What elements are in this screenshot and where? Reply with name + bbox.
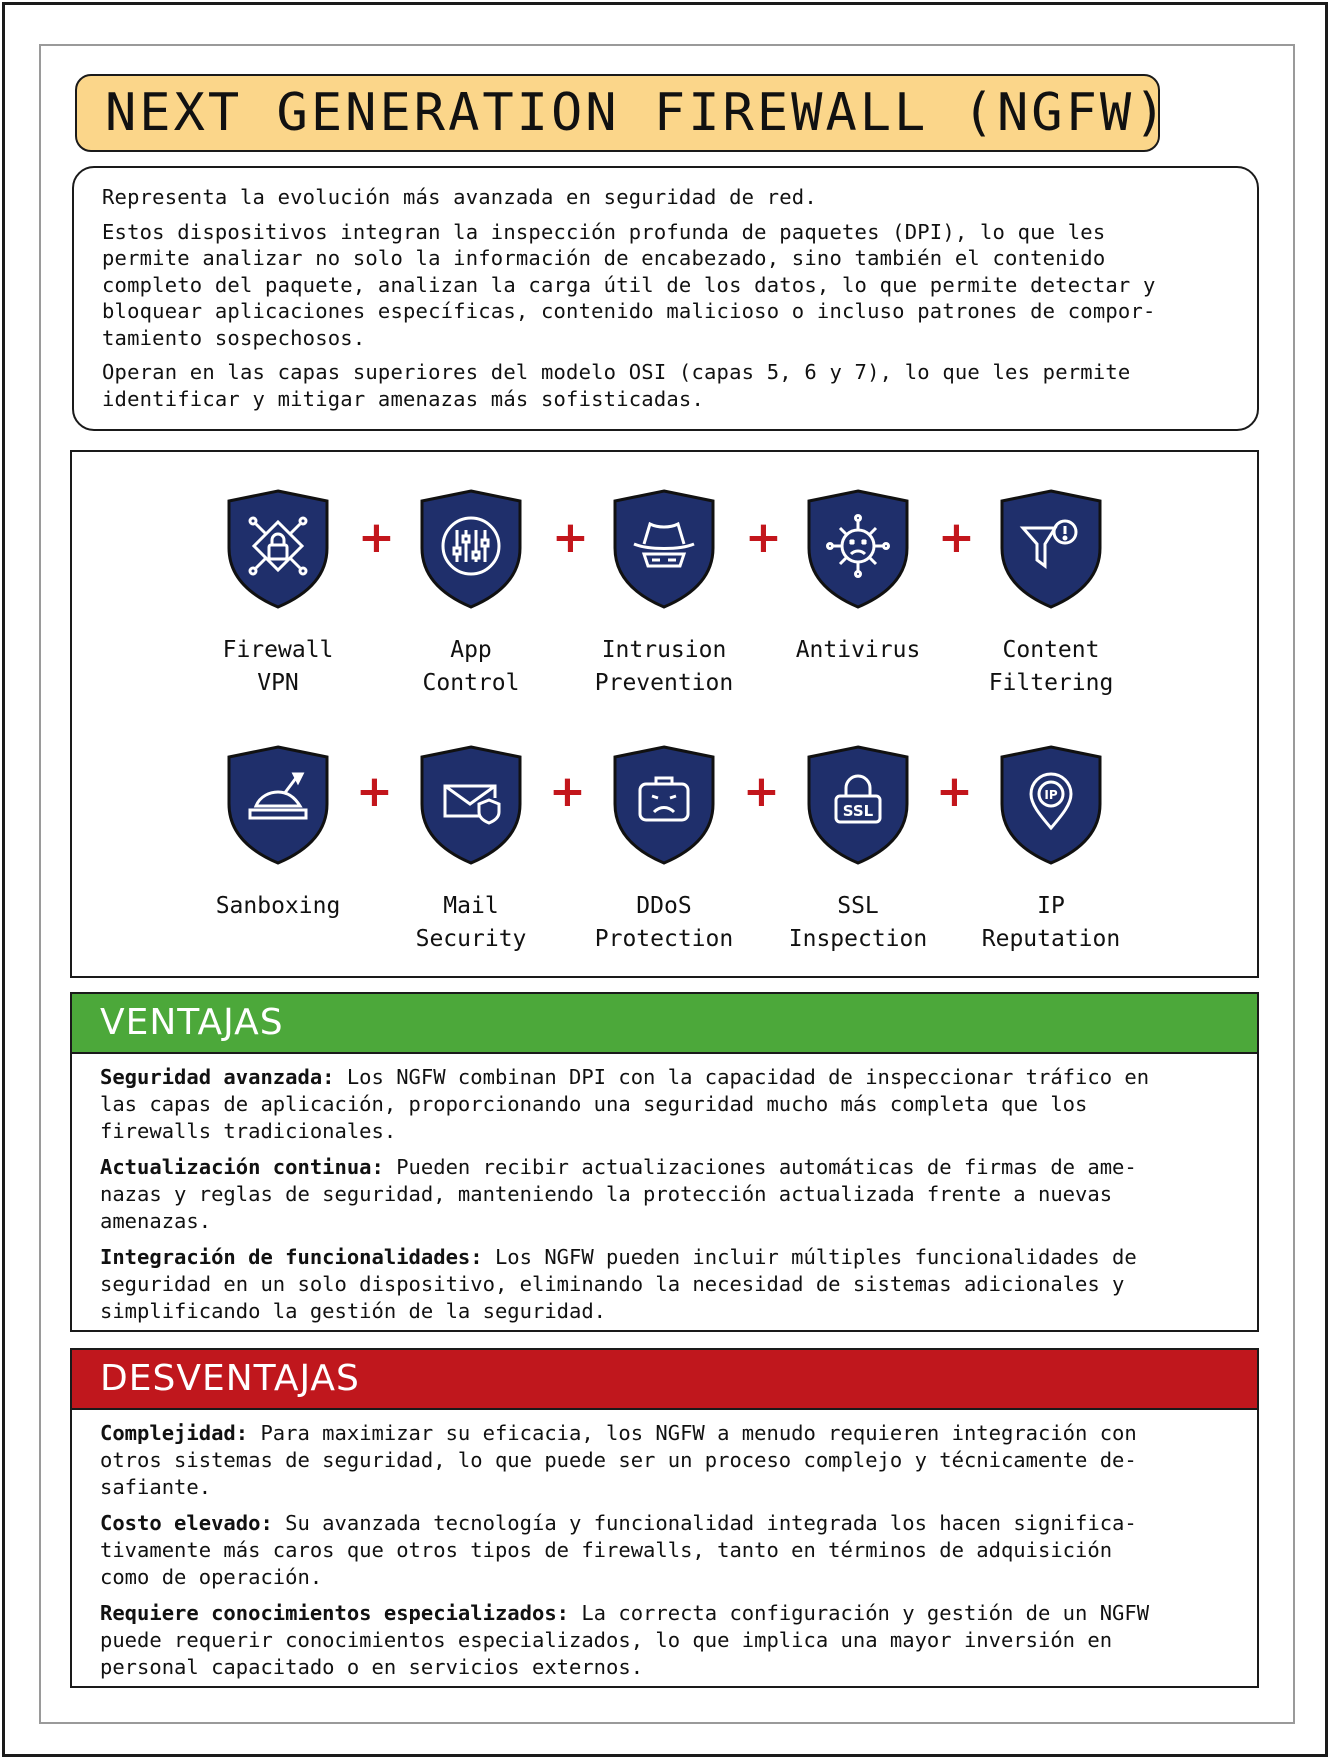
ventaja-item [100, 1154, 1237, 1235]
svg-text:SSL: SSL [842, 802, 874, 820]
ventaja-text: Los NGFW combinan DPI con la capacidad de inspeccionar tráfico en las capas de aplicación, proporcionando una seguridad mucho más completa que los firewalls tradicionales. [100, 1065, 1150, 1143]
feature-label: Antivirus [795, 637, 921, 663]
page-title: NEXT GENERATION FIREWALL (NGFW) [105, 83, 1169, 143]
feature-ip-reputation [956, 744, 1146, 956]
ip-pin-icon [995, 744, 1107, 866]
firewall-lock-icon [222, 488, 334, 610]
feature-label: Content Filtering [988, 637, 1114, 696]
feature-antivirus [763, 488, 953, 667]
sandbox-icon [222, 744, 334, 866]
ventaja-text: Pueden recibir actualizaciones automáticas de firmas de ame- nazas y reglas de seguridad, manteniendo la protección actualizada frente a nuevas amenazas. [100, 1155, 1137, 1233]
desventajas-heading: DESVENTAJAS [72, 1350, 1257, 1410]
plus-icon: + [743, 766, 780, 817]
feature-label: DDoS Protection [594, 893, 734, 952]
desventaja-term: Costo elevado: [100, 1511, 273, 1535]
desventaja-item [100, 1420, 1237, 1501]
ssl-lock-icon [802, 744, 914, 866]
ventaja-item [100, 1244, 1237, 1325]
hacker-hat-icon [608, 488, 720, 610]
desventaja-item [100, 1510, 1237, 1591]
feature-mail-security [376, 744, 566, 956]
feature-label: Firewall VPN [222, 637, 334, 696]
feature-ddos-protection [569, 744, 759, 956]
sad-device-icon [608, 744, 720, 866]
intro-paragraph: Operan en las capas superiores del modelo OSI (capas 5, 6 y 7), lo que les permite identificar y mitigar amenazas más sofisticadas. [102, 360, 1131, 411]
virus-icon [802, 488, 914, 610]
feature-label: SSL Inspection [788, 893, 928, 952]
feature-label: Mail Security [415, 893, 527, 952]
ventaja-item [100, 1064, 1237, 1145]
desventaja-text: Su avanzada tecnología y funcionalidad integrada los hacen significa- tivamente más caros que otros tipos de firewalls, tanto en términos de adquisición como de operación. [100, 1511, 1137, 1589]
feature-label: IP Reputation [981, 893, 1121, 952]
mail-shield-icon [415, 744, 527, 866]
title-banner [75, 74, 1169, 152]
filter-alert-icon [995, 488, 1107, 610]
desventaja-text: Para maximizar su eficacia, los NGFW a menudo requieren integración con otros sistemas de seguridad, lo que puede ser un proceso complejo y técnicamente de- safiante. [100, 1421, 1137, 1499]
intro-box [72, 166, 1259, 431]
svg-text:IP: IP [1044, 788, 1058, 802]
desventajas-section [70, 1348, 1259, 1688]
feature-sandboxing [183, 744, 373, 923]
feature-label: Sanboxing [215, 893, 341, 919]
ventaja-term: Integración de funcionalidades: [100, 1245, 483, 1269]
feature-app-control [376, 488, 566, 700]
plus-icon: + [938, 512, 975, 563]
feature-firewall-vpn [183, 488, 373, 700]
desventaja-term: Complejidad: [100, 1421, 249, 1445]
ventajas-heading: VENTAJAS [72, 994, 1257, 1054]
feature-ssl-inspection [763, 744, 953, 956]
feature-label: Intrusion Prevention [594, 637, 734, 696]
ventajas-section [70, 992, 1259, 1332]
feature-intrusion-prevention [569, 488, 759, 700]
feature-label: App Control [422, 637, 520, 696]
desventaja-text: La correcta configuración y gestión de un NGFW puede requerir conocimientos especializados, lo que implica una mayor inversión en personal capacitado o en servicios externos. [100, 1601, 1150, 1679]
plus-icon: + [552, 512, 589, 563]
ventaja-term: Seguridad avanzada: [100, 1065, 335, 1089]
sliders-icon [415, 488, 527, 610]
desventaja-item [100, 1600, 1237, 1681]
plus-icon: + [356, 766, 393, 817]
intro-paragraph: Estos dispositivos integran la inspección profunda de paquetes (DPI), lo que les permite analizar no solo la información de encabezado, sino también el contenido completo del paquete, analizan la carga útil de los datos, lo que permite detectar y bloquear aplicaciones específicas, contenido malicioso o incluso patrones de compor- tamiento sospechosos. [102, 219, 1156, 350]
plus-icon: + [358, 512, 395, 563]
ventaja-term: Actualización continua: [100, 1155, 384, 1179]
ventaja-text: Los NGFW pueden incluir múltiples funcionalidades de seguridad en un solo dispositivo, eliminando la necesidad de sistemas adicionales y simplificando la gestión de la seguridad. [100, 1245, 1137, 1323]
plus-icon: + [745, 512, 782, 563]
plus-icon: + [936, 766, 973, 817]
features-panel [70, 450, 1259, 978]
desventaja-term: Requiere conocimientos especializados: [100, 1601, 569, 1625]
feature-content-filtering [956, 488, 1146, 700]
plus-icon: + [549, 766, 586, 817]
intro-paragraph: Representa la evolución más avanzada en seguridad de red. [102, 185, 817, 209]
